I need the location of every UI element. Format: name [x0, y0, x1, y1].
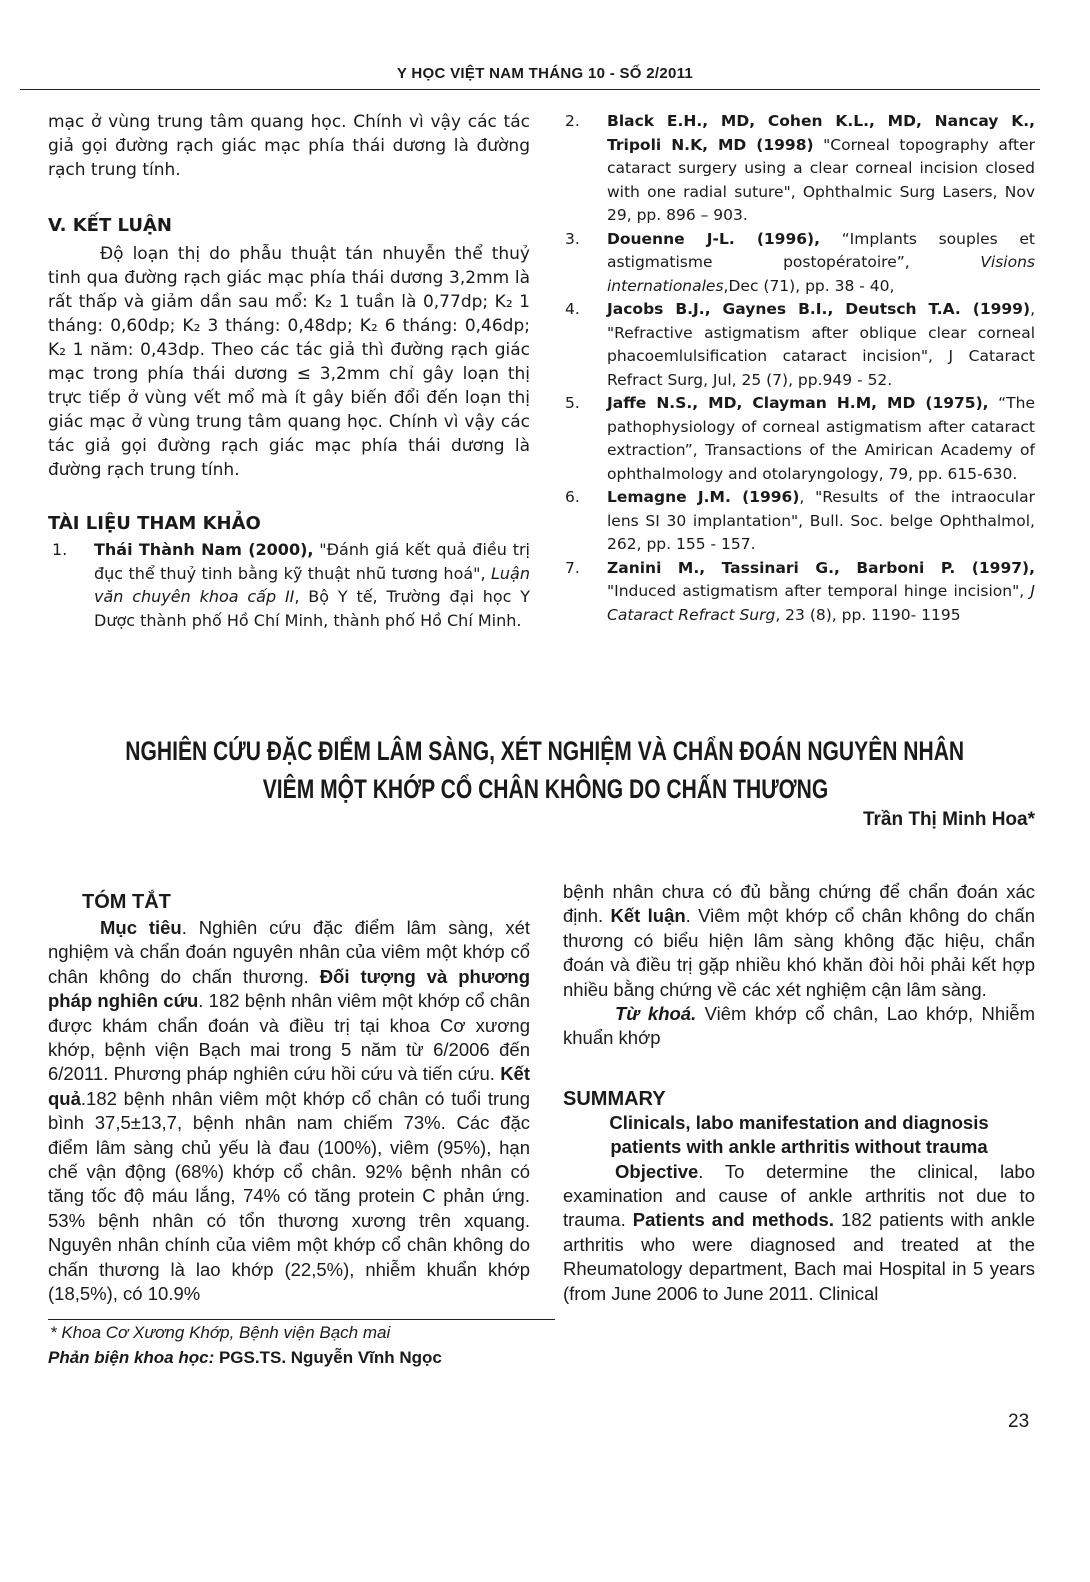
top-columns: [0, 110, 1090, 632]
journal-header: Y HỌC VIỆT NAM THÁNG 10 - SỐ 2/2011: [396, 65, 694, 82]
objective-text: . Nghiên cứu đặc điểm lâm sàng, xét nghiệm và chẩn đoán nguyên nhân của viêm một khớp cổ chân không do chấn thương.: [48, 917, 530, 987]
reference-authors: Douenne J-L. (1996),: [607, 229, 821, 248]
footnote-affiliation: [48, 1320, 530, 1345]
affiliation-text: * Khoa Cơ Xương Khớp, Bệnh viện Bạch mai: [50, 1322, 391, 1342]
reference-4: [565, 298, 1035, 392]
continuation-text: bệnh nhân chưa có đủ bằng chứng để chẩn đoán xác định.: [563, 881, 1035, 927]
reference-7: [565, 557, 1035, 628]
reference-authors: Zanini M., Tassinari G., Barboni P. (1997),: [607, 558, 1035, 577]
left-column-top: [48, 110, 530, 632]
reference-number: 4.: [565, 300, 580, 318]
reference-authors: Jaffe N.S., MD, Clayman H.M, MD (1975),: [607, 394, 989, 412]
summary-objective-text: . To determine the clinical, labo examination and cause of ankle arthritis not due to trauma.: [563, 1160, 1035, 1231]
reference-text: “Implants souples et astigmatisme postopératoire”,: [607, 229, 1035, 271]
reference-3: [565, 228, 1035, 299]
reference-authors: Thái Thành Nam (2000),: [94, 540, 314, 559]
summary-title-line-1: Clinicals, labo manifestation and diagnosis: [609, 1111, 989, 1133]
conclusion-text: . Viêm một khớp cổ chân không do chấn thương có biểu hiện lâm sàng không đặc hiệu, chẩn đoán và điều trị gặp nhiều khó khăn đòi hỏi phải kết hợp nhiều bằng chứng về các xét nghiệm cận lâm sàng.: [563, 905, 1035, 1000]
abstract-continuation: [563, 880, 1035, 1002]
keywords-label: Từ khoá.: [615, 1003, 697, 1025]
reference-number: 3.: [565, 229, 580, 248]
abstract-heading: TÓM TẮT: [82, 891, 171, 913]
reference-number: 2.: [565, 112, 580, 130]
article-title-line-1: [0, 732, 1090, 770]
reference-rest: , 23 (8), pp. 1190- 1195: [775, 605, 961, 624]
left-column-bottom: [48, 880, 530, 1370]
title-line-2-text: VIÊM MỘT KHỚP CỔ CHÂN KHÔNG DO CHẤN THƯƠNG: [262, 774, 828, 804]
methods-text: . 182 bệnh nhân viêm một khớp cổ chân được khám chẩn đoán và điều trị tại khoa Cơ xương khớp, bệnh viện Bạch mai trong 5 năm từ 6/2006 đến 6/2011. Phương pháp nghiên cứu hồi cứu và tiến cứu.: [48, 990, 530, 1085]
keywords-text: Viêm khớp cổ chân, Lao khớp, Nhiễm khuẩn khớp: [563, 1003, 1035, 1049]
reference-number: 7.: [565, 558, 580, 577]
bottom-columns: [0, 880, 1090, 1370]
article-author: Trần Thị Minh Hoa*: [862, 809, 1035, 830]
footnote-reviewer: [48, 1345, 530, 1370]
reference-text: "Đánh giá kết quả điều trị đục thể thuỷ tinh bằng kỹ thuật nhũ tương hoá",: [94, 540, 530, 583]
reference-authors: Lemagne J.M. (1996): [607, 488, 800, 506]
results-label: Kết quả: [48, 1063, 530, 1109]
reviewer-label: Phản biện khoa học:: [48, 1347, 215, 1367]
objective-label: Mục tiêu: [100, 917, 182, 938]
reference-6: [565, 486, 1035, 557]
reference-5: [565, 392, 1035, 486]
reference-list: [565, 110, 1035, 632]
summary-paragraph: [563, 1160, 1035, 1306]
reference-text: “The pathophysiology of corneal astigmatism after cataract extraction”, Transactions of the Amirican Academy of ophthalmology and otolaryngology, 79, pp. 615-630.: [607, 394, 1035, 483]
reference-rest: ,Dec (71), pp. 38 - 40,: [723, 276, 895, 295]
conclusion-heading: V. KẾT LUẬN: [48, 215, 172, 236]
reviewer-name: PGS.TS. Nguyễn Vĩnh Ngọc: [214, 1347, 442, 1367]
reference-number: 5.: [565, 394, 580, 412]
results-text: .182 bệnh nhân viêm một khớp cổ chân có tuổi trung bình 37,5±13,7, bệnh nhân nam chiếm 73%. Các đặc điểm lâm sàng chủ yếu là đau (100%), viêm (95%), hạn chế vận động (68%) khớp cổ chân. 92% bệnh nhân có tăng tốc độ máu lắng, 74% có tăng protein C phản ứng. 53% bệnh nhân có tổn thương xương trên xquang. Nguyên nhân chính của viêm một khớp cổ chân không do chấn thương là lao khớp (22,5%), nhiễm khuẩn khớp (18,5%), có 10.9%: [48, 1087, 530, 1305]
keywords-paragraph: [563, 1002, 1035, 1051]
references-heading: TÀI LIỆU THAM KHẢO: [48, 513, 261, 534]
reference-number: 6.: [565, 488, 580, 506]
summary-heading: SUMMARY: [563, 1087, 666, 1110]
reference-text: "Induced astigmatism after temporal hinge incision",: [607, 582, 1031, 600]
reference-italic: J Cataract Refract Surg: [607, 582, 1035, 624]
title-line-1-text: NGHIÊN CỨU ĐẶC ĐIỂM LÂM SÀNG, XÉT NGHIỆM VÀ CHẨN ĐOÁN NGUYÊN NHÂN: [125, 736, 965, 766]
reference-text: , "Results of the intraocular lens SI 30 implantation", Bull. Soc. belge Ophthalmol, 262, pp. 155 - 157.: [607, 488, 1035, 553]
right-column-bottom: [563, 880, 1035, 1370]
reference-2: [565, 110, 1035, 228]
intro-paragraph: mạc ở vùng trung tâm quang học. Chính vì vậy các tác giả gọi đường rạch giác mạc phía thái dương là đường rạch trung tính.: [48, 112, 530, 180]
reference-authors: Jacobs B.J., Gaynes B.I., Deutsch T.A. (1999): [607, 300, 1031, 318]
page-number: 23: [1008, 1410, 1030, 1432]
methods-label: Đối tượng và phương pháp nghiên cứu: [48, 965, 531, 1012]
reference-italic: Visions internationales: [607, 253, 1035, 295]
header-rule: [20, 89, 1040, 90]
summary-title-line-2: patients with ankle arthritis without trauma: [610, 1136, 988, 1158]
reference-authors: Black E.H., MD, Cohen K.L., MD, Nancay K., Tripoli N.K, MD (1998): [607, 112, 1035, 154]
summary-objective-label: Objective: [615, 1160, 699, 1182]
reference-text: "Corneal topography after cataract surgery using a clear corneal incision closed with one radial suture", Ophthalmic Surg Lasers, Nov 29, pp. 896 – 903.: [607, 135, 1036, 224]
reference-rest: , Bộ Y tế, Trường đại học Y Dược thành phố Hồ Chí Minh, thành phố Hồ Chí Minh.: [94, 587, 531, 630]
article-title-line-2: [0, 770, 1090, 808]
reference-1: [48, 538, 530, 632]
reference-number: 1.: [52, 540, 68, 559]
abstract-paragraph: [48, 916, 530, 1307]
summary-methods-label: Patients and methods.: [632, 1209, 834, 1231]
reference-italic: Luận văn chuyên khoa cấp II: [94, 563, 530, 606]
conclusion-paragraph: Độ loạn thị do phẫu thuật tán nhuyễn thể thuỷ tinh qua đường rạch giác mạc phía thái dương 3,2mm là rất thấp và giảm dần sau mổ: K₂ 1 tuần là 0,77dp; K₂ 1 tháng: 0,60dp; K₂ 3 tháng: 0,48dp; K₂ 6 tháng: 0,46dp; K₂ 1 năm: 0,43dp. Theo các tác giả thì đường rạch giác mạc trong phía thái dương ≤ 3,2mm chỉ gây loạn thị trực tiếp ở vùng vết mổ mà ít gây biến đổi đến loạn thị giác mạc ở vùng trung tâm quang học. Chính vì vậy các tác giả gọi đường rạch giác mạc phía thái dương là đường rạch trung tính.: [48, 244, 530, 480]
summary-methods-text: 182 patients with ankle arthritis who were diagnosed and treated at the Rheumatology department, Bach mai Hospital in 5 years (from June 2006 to June 2011. Clinical: [563, 1209, 1035, 1304]
reference-text: , "Refractive astigmatism after oblique clear corneal phacoemlulsification cataract incision", J Cataract Refract Surg, Jul, 25 (7), pp.949 - 52.: [607, 300, 1035, 389]
conclusion-label: Kết luận: [610, 905, 686, 927]
